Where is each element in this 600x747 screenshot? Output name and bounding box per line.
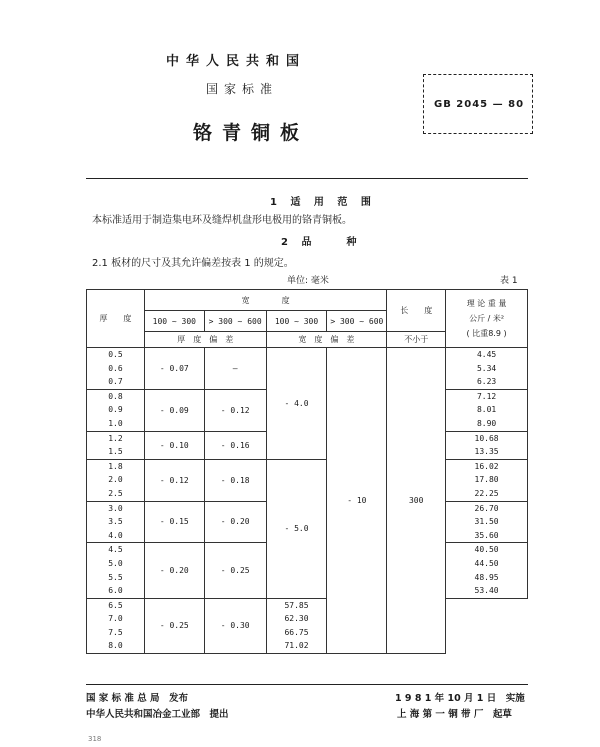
thickness-tolerance-a: - 0.15 (144, 501, 204, 543)
thickness-group (87, 389, 145, 431)
thickness-tolerance-b: - 0.30 (204, 598, 266, 653)
weight-value: 10.68 (474, 433, 499, 443)
width-range-300-600-a: > 300 ~ 600 (204, 311, 266, 332)
weight-group (446, 348, 528, 390)
thickness-tolerance-a: - 0.07 (144, 348, 204, 390)
thickness-value: 6.0 (108, 586, 123, 596)
thickness-tolerance-a: - 0.09 (144, 389, 204, 431)
proposer: 中华人民共和国冶金工业部 提出 (86, 709, 229, 720)
weight-group (266, 598, 327, 653)
thickness-tolerance-b: — (204, 348, 266, 390)
thickness-group (87, 501, 145, 543)
thickness-tolerance-a: - 0.12 (144, 459, 204, 501)
thickness-tolerance-header: 厚 度 偏 差 (144, 332, 266, 348)
weight-value: 6.23 (476, 377, 497, 387)
thickness-value: 0.7 (108, 377, 123, 387)
weight-value: 16.02 (474, 461, 499, 471)
header-rule (86, 178, 528, 179)
thickness-tolerance-b: - 0.20 (204, 501, 266, 543)
thickness-group (87, 543, 145, 598)
thickness-tolerance-b: - 0.18 (204, 459, 266, 501)
thickness-value: 5.5 (108, 572, 123, 582)
weight-header (446, 290, 528, 348)
weight-value: 17.80 (474, 475, 499, 485)
weight-value: 5.34 (476, 363, 497, 373)
thickness-value: 2.0 (108, 475, 123, 485)
weight-unit: 公斤 / 米² (469, 314, 505, 323)
weight-value: 57.85 (284, 600, 309, 610)
thickness-value: 8.0 (108, 641, 123, 651)
width-range-100-300-a: 100 ~ 300 (144, 311, 204, 332)
header-national-standard: 国家标准 (206, 82, 279, 96)
thickness-value: 3.5 (108, 517, 123, 527)
thickness-header: 厚 度 (87, 290, 145, 348)
thickness-value: 5.0 (108, 558, 123, 568)
thickness-value: 1.8 (108, 461, 123, 471)
thickness-tolerance-b: - 0.16 (204, 431, 266, 459)
weight-value: 8.01 (476, 405, 497, 415)
thickness-value: 0.5 (108, 350, 123, 359)
width-tolerance-a: - 4.0 (266, 348, 327, 460)
thickness-group (87, 431, 145, 459)
table-label: 表 1 (500, 276, 518, 286)
footer-rule (86, 684, 528, 685)
weight-value: 13.35 (474, 447, 499, 457)
weight-value: 62.30 (284, 614, 309, 624)
weight-value: 8.90 (476, 418, 497, 428)
thickness-tolerance-a: - 0.25 (144, 598, 204, 653)
thickness-value: 7.5 (108, 627, 123, 637)
weight-value: 40.50 (474, 545, 499, 555)
width-header: 宽 度 (144, 290, 386, 311)
section-1-text: 本标准适用于制造集电环及缝焊机盘形电极用的铬青铜板。 (92, 215, 352, 226)
page-number: 318 (88, 735, 102, 743)
table-unit: 单位: 毫米 (287, 276, 329, 286)
width-range-100-300-b: 100 ~ 300 (266, 311, 327, 332)
weight-group (446, 389, 528, 431)
thickness-value: 0.6 (108, 363, 123, 373)
effective-date: 1 9 8 1 年 10 月 1 日 实施 (395, 693, 525, 704)
weight-value: 26.70 (474, 503, 499, 513)
thickness-value: 1.2 (108, 433, 123, 443)
weight-value: 53.40 (474, 586, 499, 596)
weight-group (446, 431, 528, 459)
thickness-value: 0.9 (108, 405, 123, 415)
thickness-value: 1.5 (108, 447, 123, 457)
weight-value: 22.25 (474, 488, 499, 498)
thickness-group (87, 459, 145, 501)
weight-group (446, 459, 528, 501)
length-min-value: 300 (387, 348, 446, 654)
weight-value: 4.45 (476, 350, 497, 359)
weight-value: 44.50 (474, 558, 499, 568)
thickness-value: 1.0 (108, 418, 123, 428)
weight-value: 35.60 (474, 530, 499, 540)
weight-value: 71.02 (284, 641, 309, 651)
thickness-value: 7.0 (108, 614, 123, 624)
section-2-heading: 2 品 种 (281, 237, 362, 248)
thickness-tolerance-b: - 0.25 (204, 543, 266, 598)
thickness-tolerance-a: - 0.20 (144, 543, 204, 598)
weight-value: 48.95 (474, 572, 499, 582)
length-label: 长 度 (400, 306, 433, 315)
thickness-value: 6.5 (108, 600, 123, 610)
width-tolerance-b: - 10 (327, 348, 387, 654)
thickness-value: 4.5 (108, 545, 123, 555)
width-tolerance-a: - 5.0 (266, 459, 327, 598)
weight-value: 66.75 (284, 627, 309, 637)
thickness-value: 0.8 (108, 391, 123, 401)
weight-label: 理 论 重 量 (466, 299, 507, 308)
weight-density: ( 比重8.9 ) (466, 329, 507, 338)
weight-group (446, 501, 528, 543)
weight-value: 7.12 (476, 391, 497, 401)
header-country: 中华人民共和国 (166, 54, 307, 69)
thickness-group (87, 348, 145, 390)
thickness-tolerance-a: - 0.10 (144, 431, 204, 459)
thickness-tolerance-b: - 0.12 (204, 389, 266, 431)
width-tolerance-header: 宽 度 偏 差 (266, 332, 387, 348)
length-header (387, 290, 446, 332)
width-range-300-600-b: > 300 ~ 600 (327, 311, 387, 332)
thickness-value: 4.0 (108, 530, 123, 540)
weight-group (446, 543, 528, 598)
document-title: 铬青铜板 (193, 122, 310, 144)
length-min-header: 不小于 (387, 332, 446, 348)
weight-value: 31.50 (474, 517, 499, 527)
thickness-value: 2.5 (108, 488, 123, 498)
standard-code: GB 2045 — 80 (434, 99, 525, 110)
section-2-text: 2.1 板材的尺寸及其允许偏差按表 1 的规定。 (92, 258, 294, 269)
issuer: 国 家 标 准 总 局 发布 (86, 693, 189, 704)
thickness-group (87, 598, 145, 653)
dimension-table (86, 289, 528, 654)
thickness-value: 3.0 (108, 503, 123, 513)
section-1-heading: 1 适 用 范 围 (270, 197, 376, 208)
drafter: 上 海 第 一 铜 带 厂 起草 (397, 709, 512, 720)
